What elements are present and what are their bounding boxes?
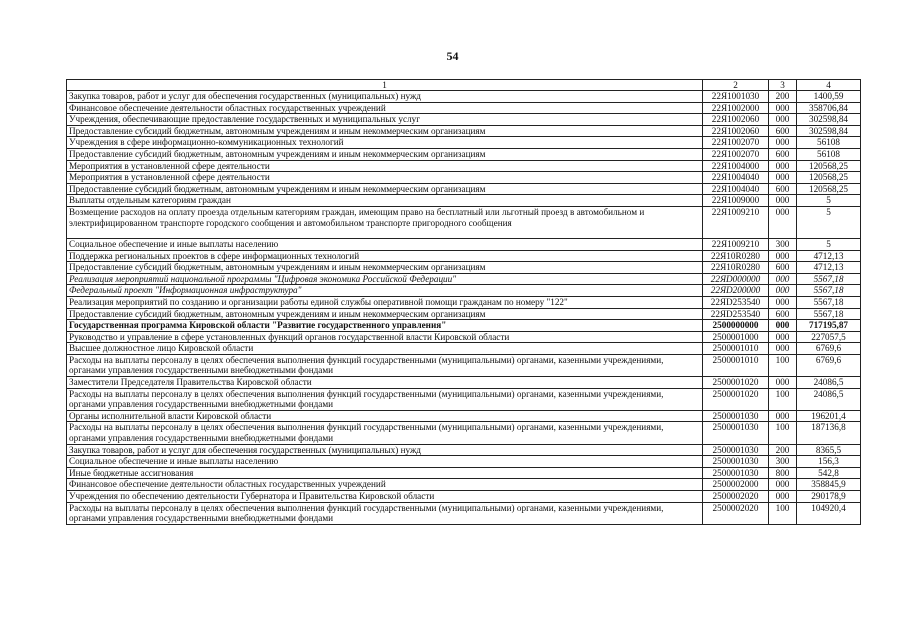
row-amount-cell: 120568,25 [797, 183, 861, 195]
row-code-cell: 2500001030 [703, 467, 769, 479]
table-row [67, 285, 861, 297]
table-row [67, 250, 861, 262]
row-name-cell: Мероприятия в установленной сфере деятельности [67, 172, 703, 184]
row-code-cell: 22Я1002070 [703, 137, 769, 149]
row-code-cell: 2500001030 [703, 422, 769, 444]
row-code-cell: 22Я1009000 [703, 195, 769, 207]
row-name-cell: Руководство и управление в сфере установленных функций органов государственной власти Кировской области [67, 331, 703, 343]
row-name-cell: Реализация мероприятий национальной программы "Цифровая экономика Российской Федерации" [67, 273, 703, 285]
row-amount-cell: 56108 [797, 148, 861, 160]
row-amount-cell: 56108 [797, 137, 861, 149]
row-code-cell: 22Я10R0280 [703, 262, 769, 274]
row-amount-cell: 4712,13 [797, 250, 861, 262]
row-name-cell: Закупка товаров, работ и услуг для обеспечения государственных (муниципальных) нужд [67, 91, 703, 103]
row-amount-cell: 4712,13 [797, 262, 861, 274]
table-row [67, 422, 861, 444]
row-type-cell: 000 [769, 206, 797, 238]
row-name-cell: Расходы на выплаты персоналу в целях обеспечения выполнения функций государственными (муниципальными) органами, казенными учреждениями, органами управления государственными внебюджетными фондами [67, 354, 703, 376]
row-name-cell: Выплаты отдельным категориям граждан [67, 195, 703, 207]
table-row [67, 502, 861, 524]
table-row [67, 172, 861, 184]
row-name-cell: Расходы на выплаты персоналу в целях обеспечения выполнения функций государственными (муниципальными) органами, казенными учреждениями, органами управления государственными внебюджетными фондами [67, 388, 703, 410]
row-amount-cell: 5 [797, 206, 861, 238]
table-row [67, 354, 861, 376]
row-amount-cell: 6769,6 [797, 354, 861, 376]
table-row [67, 148, 861, 160]
row-name-cell: Социальное обеспечение и иные выплаты населению [67, 238, 703, 250]
table-row [67, 238, 861, 250]
row-code-cell: 2500002000 [703, 479, 769, 491]
row-code-cell: 22ЯD253540 [703, 308, 769, 320]
row-type-cell: 000 [769, 479, 797, 491]
table-row [67, 206, 861, 238]
row-code-cell: 22Я1002060 [703, 125, 769, 137]
table-row [67, 320, 861, 332]
row-type-cell: 300 [769, 456, 797, 468]
row-code-cell: 2500001030 [703, 456, 769, 468]
row-code-cell: 2500001010 [703, 343, 769, 355]
row-name-cell: Поддержка региональных проектов в сфере информационных технологий [67, 250, 703, 262]
row-name-cell: Предоставление субсидий бюджетным, автономным учреждениям и иным некоммерческим организациям [67, 183, 703, 195]
table-row [67, 410, 861, 422]
row-name-cell: Предоставление субсидий бюджетным, автономным учреждениям и иным некоммерческим организациям [67, 125, 703, 137]
row-name-cell: Расходы на выплаты персоналу в целях обеспечения выполнения функций государственными (муниципальными) органами, казенными учреждениями, органами управления государственными внебюджетными фондами [67, 502, 703, 524]
row-code-cell: 22ЯD000000 [703, 273, 769, 285]
row-type-cell: 300 [769, 238, 797, 250]
row-type-cell: 000 [769, 102, 797, 114]
row-amount-cell: 24086,5 [797, 388, 861, 410]
row-code-cell: 2500001030 [703, 444, 769, 456]
row-type-cell: 000 [769, 273, 797, 285]
table-row [67, 308, 861, 320]
row-amount-cell: 358706,84 [797, 102, 861, 114]
row-amount-cell: 120568,25 [797, 160, 861, 172]
row-code-cell: 22Я10R0280 [703, 250, 769, 262]
row-type-cell: 000 [769, 172, 797, 184]
row-type-cell: 000 [769, 137, 797, 149]
header-col-type: 3 [769, 80, 797, 91]
row-amount-cell: 156,3 [797, 456, 861, 468]
row-code-cell: 2500001000 [703, 331, 769, 343]
table-row [67, 377, 861, 389]
row-code-cell: 22Я1009210 [703, 238, 769, 250]
row-amount-cell: 717195,87 [797, 320, 861, 332]
row-name-cell: Высшее должностное лицо Кировской области [67, 343, 703, 355]
row-name-cell: Реализация мероприятий по созданию и организации работы единой службы оперативной помощи гражданам по номеру "122" [67, 296, 703, 308]
row-code-cell: 2500001020 [703, 388, 769, 410]
row-code-cell: 22Я1009210 [703, 206, 769, 238]
row-name-cell: Возмещение расходов на оплату проезда отдельным категориям граждан, имеющим право на бесплатный или льготный проезд в автомобильном и электрифицированном транспорте городского сообщения и автомобильном транспорте пригородного сообщения [67, 206, 703, 238]
budget-table [66, 79, 861, 525]
row-type-cell: 800 [769, 467, 797, 479]
row-code-cell: 22ЯD253540 [703, 296, 769, 308]
row-name-cell: Учреждения по обеспечению деятельности Губернатора и Правительства Кировской области [67, 491, 703, 503]
row-name-cell: Предоставление субсидий бюджетным, автономным учреждениям и иным некоммерческим организациям [67, 148, 703, 160]
row-amount-cell: 302598,84 [797, 125, 861, 137]
row-code-cell: 2500001010 [703, 354, 769, 376]
row-type-cell: 100 [769, 422, 797, 444]
row-code-cell: 22Я1002000 [703, 102, 769, 114]
row-type-cell: 000 [769, 377, 797, 389]
row-name-cell: Заместители Председателя Правительства Кировской области [67, 377, 703, 389]
header-col-code: 2 [703, 80, 769, 91]
table-row [67, 114, 861, 126]
row-name-cell: Социальное обеспечение и иные выплаты населению [67, 456, 703, 468]
row-amount-cell: 5567,18 [797, 273, 861, 285]
row-name-cell: Финансовое обеспечение деятельности областных государственных учреждений [67, 102, 703, 114]
table-row [67, 343, 861, 355]
row-code-cell: 22Я1002060 [703, 114, 769, 126]
page-number: 54 [446, 49, 459, 63]
table-row [67, 160, 861, 172]
table-row [67, 91, 861, 103]
row-name-cell: Финансовое обеспечение деятельности областных государственных учреждений [67, 479, 703, 491]
row-type-cell: 000 [769, 250, 797, 262]
table-row [67, 125, 861, 137]
header-col-name: 1 [67, 80, 703, 91]
row-name-cell: Государственная программа Кировской области "Развитие государственного управления" [67, 320, 703, 332]
row-amount-cell: 358845,9 [797, 479, 861, 491]
row-type-cell: 000 [769, 491, 797, 503]
row-code-cell: 2500001030 [703, 410, 769, 422]
row-code-cell: 22ЯD200000 [703, 285, 769, 297]
row-name-cell: Федеральный проект "Информационная инфраструктура" [67, 285, 703, 297]
row-amount-cell: 5 [797, 195, 861, 207]
row-type-cell: 000 [769, 285, 797, 297]
row-name-cell: Учреждения, обеспечивающие предоставление государственных и муниципальных услуг [67, 114, 703, 126]
table-row [67, 479, 861, 491]
row-code-cell: 22Я1004000 [703, 160, 769, 172]
row-code-cell: 22Я1001030 [703, 91, 769, 103]
row-name-cell: Предоставление субсидий бюджетным, автономным учреждениям и иным некоммерческим организациям [67, 308, 703, 320]
row-type-cell: 000 [769, 343, 797, 355]
row-type-cell: 000 [769, 331, 797, 343]
row-type-cell: 000 [769, 195, 797, 207]
row-amount-cell: 302598,84 [797, 114, 861, 126]
row-amount-cell: 196201,4 [797, 410, 861, 422]
table-row [67, 183, 861, 195]
row-code-cell: 2500000000 [703, 320, 769, 332]
row-type-cell: 100 [769, 354, 797, 376]
row-amount-cell: 5 [797, 238, 861, 250]
row-name-cell: Предоставление субсидий бюджетным, автономным учреждениям и иным некоммерческим организациям [67, 262, 703, 274]
row-type-cell: 600 [769, 308, 797, 320]
table-row [67, 102, 861, 114]
row-type-cell: 600 [769, 262, 797, 274]
row-code-cell: 2500001020 [703, 377, 769, 389]
row-type-cell: 000 [769, 160, 797, 172]
row-amount-cell: 5567,18 [797, 285, 861, 297]
table-row [67, 467, 861, 479]
row-amount-cell: 8365,5 [797, 444, 861, 456]
row-type-cell: 000 [769, 114, 797, 126]
table-row [67, 137, 861, 149]
row-name-cell: Расходы на выплаты персоналу в целях обеспечения выполнения функций государственными (муниципальными) органами, казенными учреждениями, органами управления государственными внебюджетными фондами [67, 422, 703, 444]
row-type-cell: 100 [769, 388, 797, 410]
row-type-cell: 200 [769, 444, 797, 456]
row-code-cell: 22Я1002070 [703, 148, 769, 160]
table-header-row [67, 80, 861, 91]
row-type-cell: 600 [769, 183, 797, 195]
table-row [67, 444, 861, 456]
row-type-cell: 600 [769, 125, 797, 137]
row-amount-cell: 1400,59 [797, 91, 861, 103]
row-amount-cell: 104920,4 [797, 502, 861, 524]
row-type-cell: 000 [769, 296, 797, 308]
row-code-cell: 22Я1004040 [703, 183, 769, 195]
row-code-cell: 2500002020 [703, 502, 769, 524]
table-row [67, 296, 861, 308]
row-name-cell: Мероприятия в установленной сфере деятельности [67, 160, 703, 172]
row-amount-cell: 187136,8 [797, 422, 861, 444]
budget-table-body [67, 80, 861, 525]
row-type-cell: 600 [769, 148, 797, 160]
table-row [67, 331, 861, 343]
row-name-cell: Органы исполнительной власти Кировской области [67, 410, 703, 422]
row-amount-cell: 542,8 [797, 467, 861, 479]
row-type-cell: 200 [769, 91, 797, 103]
row-type-cell: 000 [769, 320, 797, 332]
row-amount-cell: 5567,18 [797, 308, 861, 320]
row-amount-cell: 5567,18 [797, 296, 861, 308]
row-name-cell: Учреждения в сфере информационно-коммуникационных технологий [67, 137, 703, 149]
table-row [67, 491, 861, 503]
row-name-cell: Иные бюджетные ассигнования [67, 467, 703, 479]
table-row [67, 456, 861, 468]
table-row [67, 273, 861, 285]
row-type-cell: 100 [769, 502, 797, 524]
table-row [67, 195, 861, 207]
row-code-cell: 2500002020 [703, 491, 769, 503]
table-row [67, 388, 861, 410]
row-amount-cell: 6769,6 [797, 343, 861, 355]
row-type-cell: 000 [769, 410, 797, 422]
header-col-amount: 4 [797, 80, 861, 91]
row-name-cell: Закупка товаров, работ и услуг для обеспечения государственных (муниципальных) нужд [67, 444, 703, 456]
row-amount-cell: 120568,25 [797, 172, 861, 184]
row-amount-cell: 227057,5 [797, 331, 861, 343]
row-amount-cell: 24086,5 [797, 377, 861, 389]
row-code-cell: 22Я1004040 [703, 172, 769, 184]
table-row [67, 262, 861, 274]
row-amount-cell: 290178,9 [797, 491, 861, 503]
